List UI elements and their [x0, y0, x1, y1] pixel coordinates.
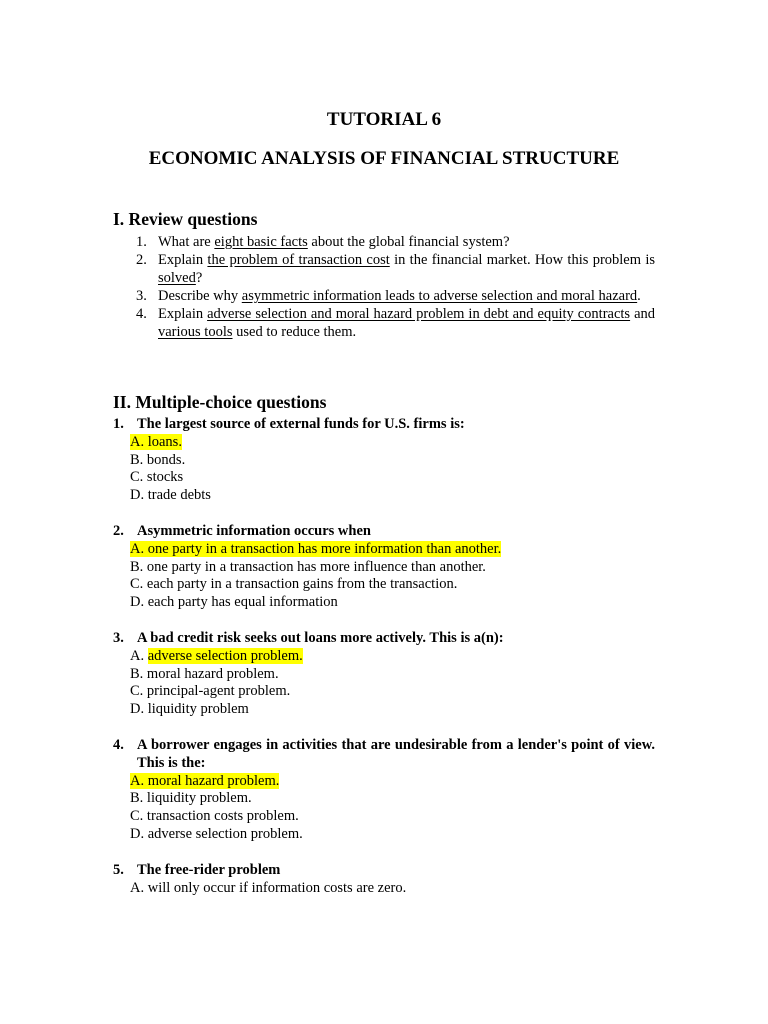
mcq-question-2: [113, 523, 655, 612]
option-d: D. adverse selection problem.: [130, 825, 303, 842]
option-c: C. stocks: [130, 469, 184, 486]
option-d: D. liquidity problem: [130, 701, 249, 718]
option-b: B. liquidity problem.: [130, 790, 252, 807]
mcq-question-1: [113, 416, 655, 505]
mcq-question-3: [113, 630, 655, 719]
option-b: B. bonds.: [130, 451, 186, 468]
question-stem: 2. Asymmetric information occurs when: [113, 523, 371, 539]
option-c: C. each party in a transaction gains from the transaction.: [130, 576, 458, 593]
review-question-3: 3. Describe why asymmetric information leads to adverse selection and moral hazard.: [136, 288, 641, 304]
option-d: D. each party has equal information: [130, 594, 338, 611]
question-stem: 1. The largest source of external funds for U.S. firms is:: [113, 416, 465, 432]
review-heading: I. Review questions: [113, 209, 258, 229]
answer-highlight: A. one party in a transaction has more information than another.: [130, 540, 502, 557]
review-question-list: [113, 233, 655, 341]
option-b: B. one party in a transaction has more influence than another.: [130, 558, 486, 575]
option-a: A. adverse selection problem.: [130, 647, 303, 664]
answer-highlight: adverse selection problem.: [147, 647, 303, 664]
mcq-heading: II. Multiple-choice questions: [113, 392, 327, 412]
answer-highlight: A. moral hazard problem.: [130, 772, 280, 789]
review-question-1: 1. What are eight basic facts about the global financial system?: [136, 234, 510, 250]
review-question-2: 2. Explain the problem of transaction cost in the financial market. How this problem is solved?: [136, 252, 655, 286]
mcq-question-5: [113, 862, 655, 898]
tutorial-title: TUTORIAL 6: [326, 109, 442, 130]
option-c: C. principal-agent problem.: [130, 683, 291, 700]
answer-highlight: A. loans.: [130, 433, 182, 450]
review-question-4: 4. Explain adverse selection and moral hazard problem in debt and equity contracts and various tools used to reduce them.: [136, 306, 656, 340]
option-b: B. moral hazard problem.: [130, 665, 279, 682]
document-subtitle: ECONOMIC ANALYSIS OF FINANCIAL STRUCTURE: [148, 148, 620, 169]
question-stem: 4. A borrower engages in activities that are undesirable from a lender's point of view. This is the:: [113, 737, 655, 771]
option-a: A. will only occur if information costs are zero.: [130, 879, 407, 896]
option-d: D. trade debts: [130, 487, 211, 504]
option-a: [113, 773, 655, 791]
question-stem: 5. The free-rider problem: [113, 862, 281, 878]
question-stem: 3. A bad credit risk seeks out loans more actively. This is a(n):: [113, 630, 504, 646]
option-a: [113, 434, 655, 452]
mcq-question-4: [113, 737, 655, 844]
option-a: [113, 541, 655, 559]
option-c: C. transaction costs problem.: [130, 808, 299, 825]
